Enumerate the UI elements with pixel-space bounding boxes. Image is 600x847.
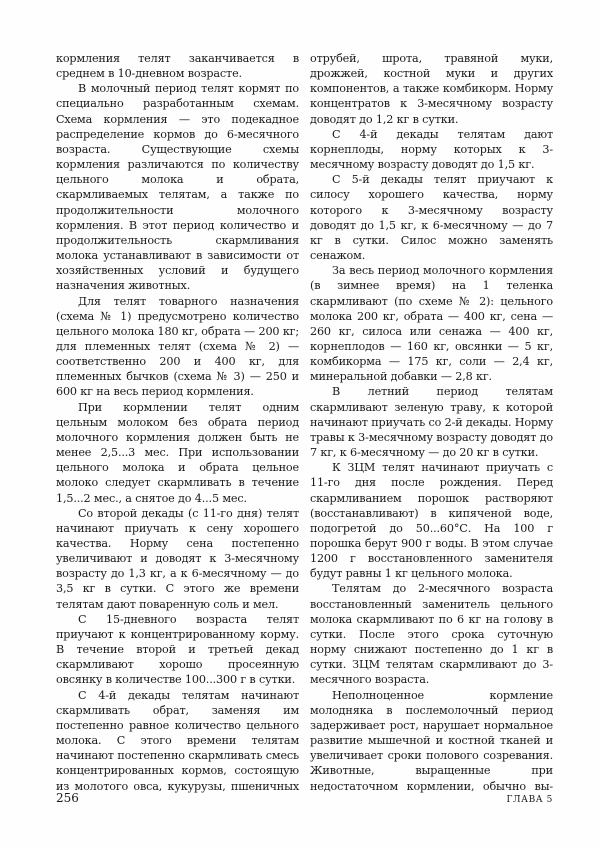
page-number: 256 bbox=[56, 791, 79, 805]
paragraph: С 4-й декады телятам дают корнеплоды, норму которых к 3-месячному возрасту доводят до 1,5 кг. bbox=[310, 127, 553, 172]
paragraph: За весь период молочного кормления (в зимнее время) на 1 теленка скармливают (по схеме № 2): цельного молока 200 кг, обрата — 400 кг, сена — 260 кг, силоса или сенажа — 400 кг, корнеплодов — 160 кг, овсянки — 5 кг, комбикорма — 175 кг, соли — 2,4 кг, минеральной добавки — 2,8 кг. bbox=[310, 264, 553, 384]
right-text-column bbox=[310, 51, 553, 794]
running-head: ГЛАВА 5 bbox=[506, 795, 553, 805]
left-text-column bbox=[56, 51, 299, 794]
paragraph: При кормлении телят одним цельным молоком без обрата период молочного кормления должен быть не менее 2,5...3 мес. При использовании цельного молока и обрата цельное молоко следует скармливать в течение 1,5...2 мес., а снятое до 4...5 мес. bbox=[56, 400, 299, 505]
paragraph: Телятам до 2-месячного возраста восстановленный заменитель цельного молока скармливают по 6 кг на голову в сутки. После этого срока суточную норму снижают постепенно до 1 кг в сутки. ЗЦМ телятам скармливают до 3-месячного возраста. bbox=[310, 582, 553, 687]
paragraph: К ЗЦМ телят начинают приучать с 11-го дня после рождения. Перед скармливанием порошок растворяют (восстанавливают) в кипяченой воде, подогретой до 50...60°С. На 100 г порошка берут 900 г воды. В этом случае 1200 г восстановленного заменителя будут равны 1 кг цельного молока. bbox=[310, 461, 553, 581]
paragraph: В молочный период телят кормят по специально разработанным схемам. Схема кормления — это подекадное распределение кормов до 6-месячного возраста. Существующие схемы кормления различаются по количеству цельного молока и обрата, скармливаемых телятам, а также по продолжительности молочного кормления. В этот период количество и продолжительность скармливания молока устанавливают в зависимости от хозяйственных условий и будущего назначения животных. bbox=[56, 82, 299, 293]
paragraph: Для телят товарного назначения (схема № 1) предусмотрено количество цельного молока 180 кг, обрата — 200 кг; для племенных телят (схема № 2) — соответственно 200 и 400 кг, для племенных бычков (схема № 3) — 250 и 600 кг на весь период кормления. bbox=[56, 294, 299, 399]
paragraph: С 4-й декады телятам начинают скармливать обрат, заменяя им постепенно равное количество цельного молока. С этого времени телятам начинают постепенно скармливать смесь концентрированных кормов, состоящую из молотого овса, кукурузы, пшеничных bbox=[56, 688, 299, 793]
paragraph: кормления телят заканчивается в среднем в 10-дневном возрасте. bbox=[56, 52, 299, 81]
paragraph: С 5-й декады телят приучают к силосу хорошего качества, норму которого к 3-месячному возрасту доводят до 1,5 кг, к 6-месячному — до 7 кг в сутки. Силос можно заменять сенажом. bbox=[310, 173, 553, 263]
paragraph: Неполноценное кормление молодняка в послемолочный период задерживает рост, нарушает нормальное развитие мышечной и костной тканей и увеличивает сроки полового созревания. Животные, выращенные при недостаточном кормлении, обычно вы- bbox=[310, 688, 553, 793]
paragraph: Со второй декады (с 11-го дня) телят начинают приучать к сену хорошего качества. Норму сена постепенно увеличивают и доводят к 3-месячному возрасту до 1,3 кг, а к 6-месячному — до 3,5 кг в сутки. С этого же времени телятам дают поваренную соль и мел. bbox=[56, 506, 299, 611]
paragraph: В летний период телятам скармливают зеленую траву, к которой начинают приучать со 2-й декады. Норму травы к 3-месячному возрасту доводят до 7 кг, к 6-месячному — до 20 кг в сутки. bbox=[310, 385, 553, 460]
paragraph: отрубей, шрота, травяной муки, дрожжей, костной муки и других компонентов, а также комбикорм. Норму концентратов к 3-месячному возрасту доводят до 1,2 кг в сутки. bbox=[310, 52, 553, 126]
paragraph: С 15-дневного возраста телят приучают к концентрированному корму. В течение второй и третьей декад скармливают хорошо просеянную овсянку в количестве 100...300 г в сутки. bbox=[56, 612, 299, 687]
